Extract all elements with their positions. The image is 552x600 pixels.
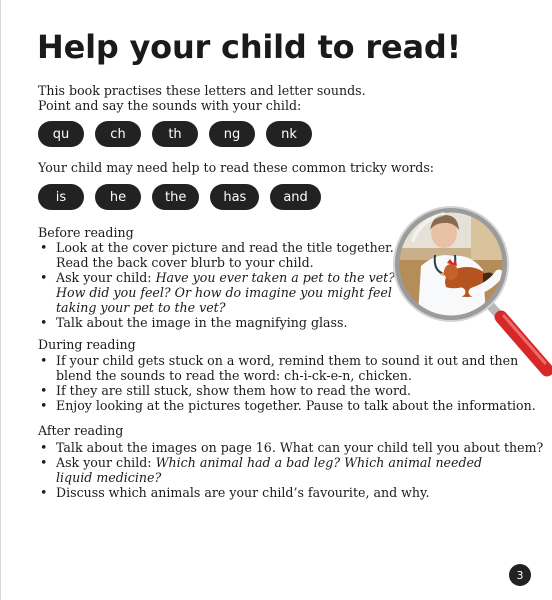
list-item bbox=[38, 315, 395, 330]
magnifying-glass-icon bbox=[387, 200, 552, 380]
tricky-words-list bbox=[38, 184, 321, 210]
intro-text bbox=[38, 83, 366, 113]
list-item-question: Which animal had a bad leg? Which animal needed bbox=[155, 455, 483, 470]
sound-pill: nk bbox=[266, 121, 312, 147]
list-item-line: Read the back cover blurb to your child. bbox=[56, 255, 314, 270]
tricky-word-pill: the bbox=[152, 184, 199, 210]
sound-pill: ch bbox=[95, 121, 141, 147]
during-reading-heading: During reading bbox=[38, 337, 136, 352]
list-item-line: • If your child gets stuck on a word, remind them to sound it out and then bbox=[56, 353, 519, 368]
tricky-word-pill: has bbox=[210, 184, 259, 210]
list-item bbox=[38, 455, 543, 485]
list-item bbox=[38, 485, 543, 500]
after-reading-heading: After reading bbox=[38, 423, 124, 438]
tricky-words-intro: Your child may need help to read these common tricky words: bbox=[38, 160, 435, 175]
list-item-line: • Enjoy looking at the pictures together. Pause to talk about the information. bbox=[56, 398, 536, 413]
list-item-line: • Look at the cover picture and read the title together. bbox=[56, 240, 394, 255]
before-reading-list bbox=[38, 240, 395, 330]
after-reading-list bbox=[38, 440, 543, 500]
page-number: 3 bbox=[509, 564, 531, 586]
list-item-line bbox=[56, 270, 395, 285]
list-item-prefix: Ask your child: bbox=[56, 270, 156, 285]
sound-pill: ng bbox=[209, 121, 255, 147]
list-item bbox=[38, 270, 395, 315]
list-item-line: blend the sounds to read the word: ch-i-ck-e-n, chicken. bbox=[56, 368, 412, 383]
list-item-line: • Talk about the images on page 16. What can your child tell you about them? bbox=[56, 440, 544, 455]
list-item-line: • Talk about the image in the magnifying glass. bbox=[56, 315, 348, 330]
list-item-line: • If they are still stuck, show them how to read the word. bbox=[56, 383, 412, 398]
list-item-question: Have you ever taken a pet to the vet? bbox=[155, 270, 395, 285]
list-item bbox=[38, 440, 543, 455]
tricky-word-pill: is bbox=[38, 184, 84, 210]
before-reading-heading: Before reading bbox=[38, 225, 134, 240]
page-title: Help your child to read! bbox=[37, 28, 461, 66]
letter-sounds-list bbox=[38, 121, 312, 147]
list-item bbox=[38, 240, 395, 270]
tricky-word-pill: he bbox=[95, 184, 141, 210]
sound-pill: qu bbox=[38, 121, 84, 147]
list-item-line: • Discuss which animals are your child’s favourite, and why. bbox=[56, 485, 430, 500]
sound-pill: th bbox=[152, 121, 198, 147]
tricky-word-pill: and bbox=[270, 184, 320, 210]
intro-line: This book practises these letters and letter sounds. bbox=[38, 83, 366, 98]
list-item-line: liquid medicine? bbox=[56, 470, 162, 485]
list-item bbox=[38, 398, 536, 413]
list-item bbox=[38, 383, 536, 398]
list-item-prefix: Ask your child: bbox=[56, 455, 156, 470]
list-item-line: taking your pet to the vet? bbox=[56, 300, 226, 315]
list-item-line bbox=[56, 455, 543, 470]
list-item-line: How did you feel? Or how do imagine you might feel bbox=[56, 285, 392, 300]
intro-line: Point and say the sounds with your child: bbox=[38, 98, 302, 113]
